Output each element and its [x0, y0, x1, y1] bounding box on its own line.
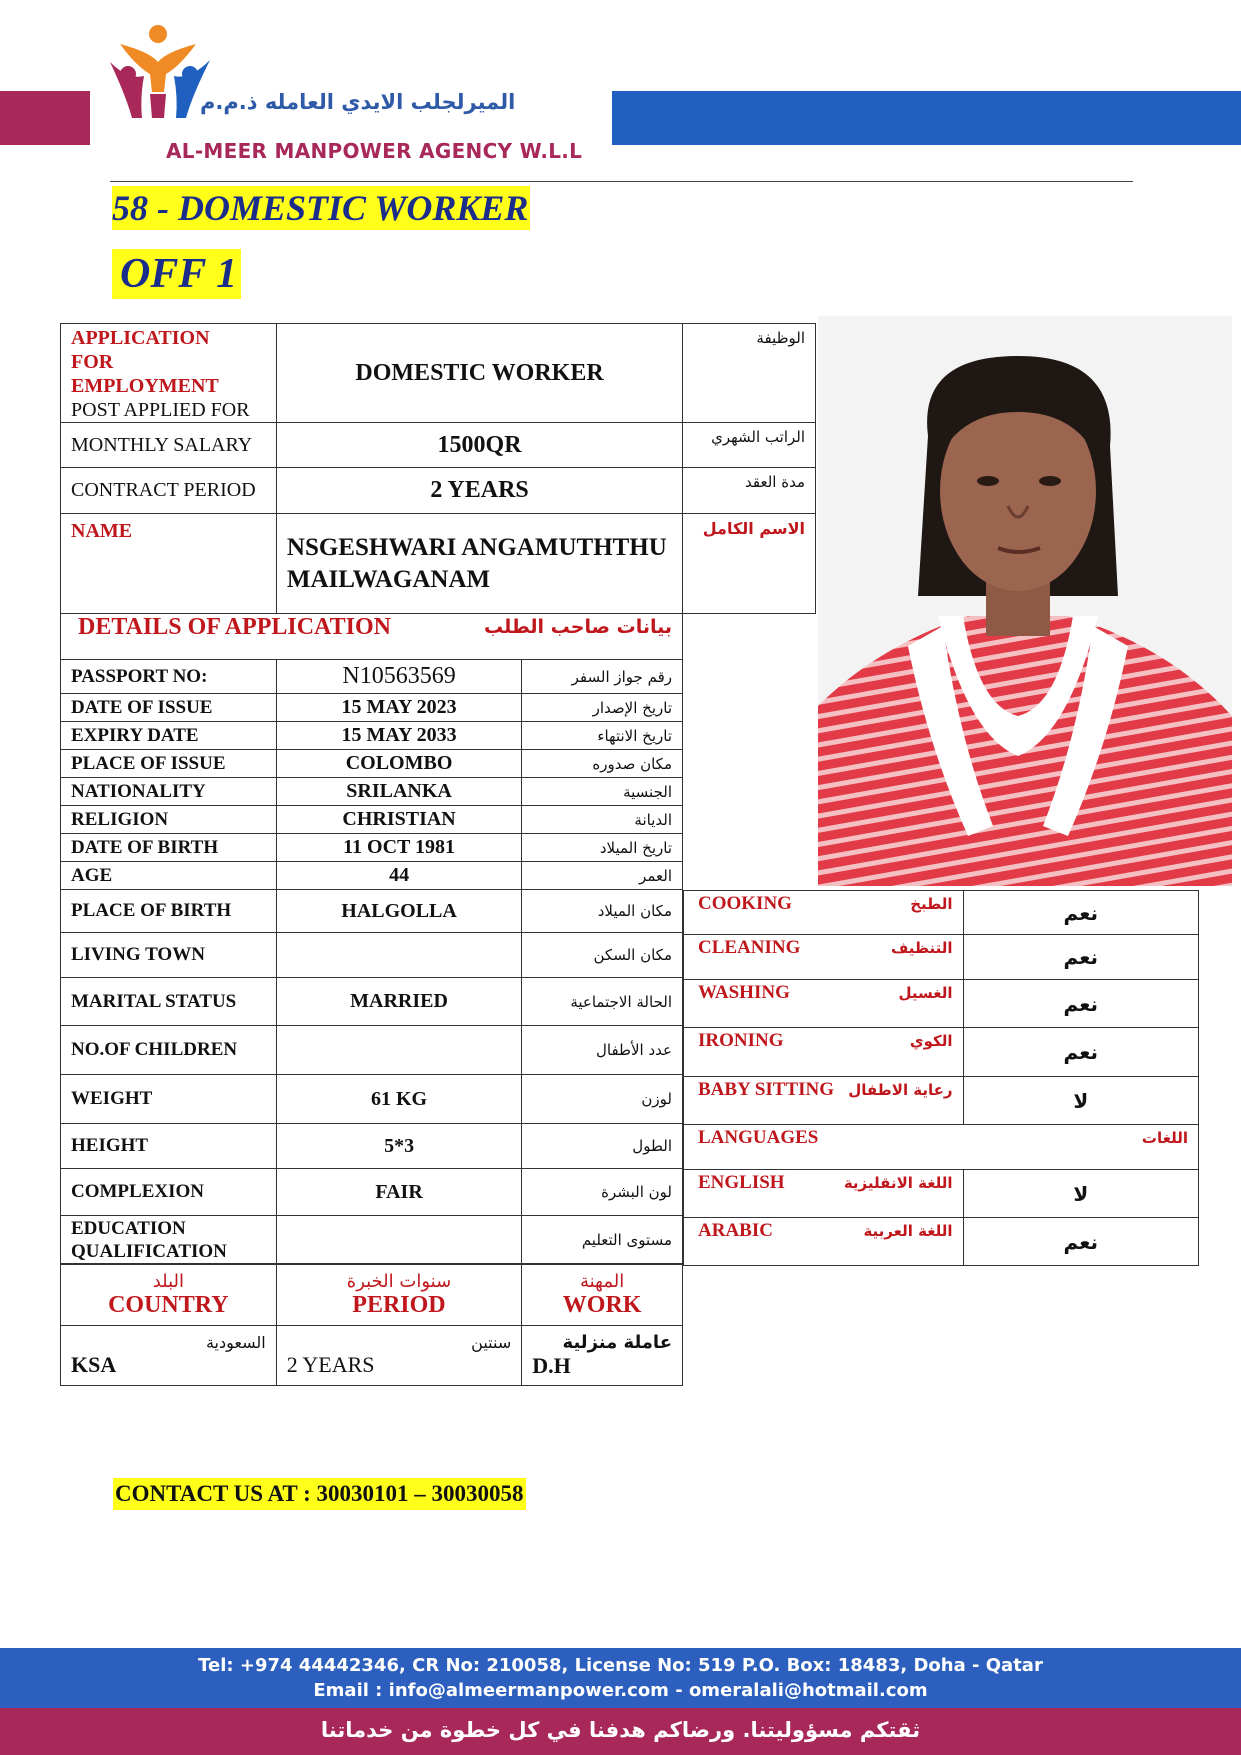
- table-row: [61, 834, 683, 862]
- header-divider: [110, 181, 1133, 182]
- details-header: [60, 612, 683, 659]
- skill-answer: نعم: [963, 1028, 1198, 1077]
- age-arabic: العمر: [522, 862, 683, 890]
- language-label: ARABIC: [698, 1220, 773, 1241]
- exp-value-arabic: عاملة منزلية: [562, 1332, 672, 1353]
- height-label: HEIGHT: [61, 1124, 277, 1169]
- place-of-issue-value: COLOMBO: [276, 750, 521, 778]
- place-of-birth-arabic: مكان الميلاد: [522, 890, 683, 933]
- skill-answer: نعم: [963, 935, 1198, 980]
- exp-header-arabic: سنوات الخبرة: [346, 1270, 452, 1292]
- contact-numbers: CONTACT US AT : 30030101 – 30030058: [113, 1478, 526, 1510]
- salary-label: MONTHLY SALARY: [61, 423, 277, 468]
- dob-label: DATE OF BIRTH: [61, 834, 277, 862]
- table-row: [61, 1026, 683, 1075]
- name-value: NSGESHWARI ANGAMUTHTHU MAILWAGANAM: [276, 514, 682, 614]
- weight-value: 61 KG: [276, 1075, 521, 1124]
- expiry-date-value: 15 MAY 2033: [276, 722, 521, 750]
- skill-row: [684, 1077, 1199, 1125]
- footer-slogan: ثقتكم مسؤوليتنا. ورضاكم هدفنا في كل خطوة من خدماتنا: [0, 1708, 1241, 1755]
- languages-label: LANGUAGES: [698, 1127, 819, 1148]
- applicant-photo: [818, 316, 1232, 886]
- logo-arabic-name: الميرلجلب الايدي العامله ذ.م.م: [200, 90, 516, 114]
- expiry-date-arabic: تاريخ الانتهاء: [522, 722, 683, 750]
- application-for-employment-label: APPLICATION FOR EMPLOYMENT: [71, 327, 219, 397]
- weight-label: WEIGHT: [61, 1075, 277, 1124]
- education-label: EDUCATION QUALIFICATION: [61, 1216, 277, 1265]
- place-of-birth-label: PLACE OF BIRTH: [61, 890, 277, 933]
- nationality-arabic: الجنسية: [522, 778, 683, 806]
- dob-value: 11 OCT 1981: [276, 834, 521, 862]
- language-english: [684, 1170, 964, 1218]
- skill-label-arabic: الطبخ: [910, 895, 953, 913]
- experience-row: [61, 1326, 683, 1386]
- footer-contact-bar: [0, 1648, 1241, 1708]
- exp-country: [61, 1326, 277, 1386]
- religion-arabic: الديانة: [522, 806, 683, 834]
- table-row: [61, 806, 683, 834]
- complexion-label: COMPLEXION: [61, 1169, 277, 1216]
- table-row: [61, 778, 683, 806]
- marital-status-label: MARITAL STATUS: [61, 978, 277, 1026]
- exp-header-period: [276, 1264, 522, 1326]
- details-title: DETAILS OF APPLICATION: [78, 614, 391, 640]
- exp-period: [276, 1326, 522, 1386]
- nationality-value: SRILANKA: [276, 778, 521, 806]
- experience-header-row: [61, 1264, 683, 1326]
- age-value: 44: [276, 862, 521, 890]
- table-row: [61, 862, 683, 890]
- skill-label: WASHING: [698, 982, 790, 1003]
- skill-label-arabic: الكوي: [909, 1032, 953, 1050]
- exp-work: [522, 1326, 683, 1386]
- issue-date-value: 15 MAY 2023: [276, 694, 521, 722]
- skill-baby-sitting: [684, 1077, 964, 1125]
- skill-label-arabic: التنظيف: [890, 939, 953, 957]
- post-applied-value: DOMESTIC WORKER: [276, 324, 682, 423]
- logo-english-name: AL-MEER MANPOWER AGENCY W.L.L: [166, 139, 583, 163]
- name-arabic: الاسم الكامل: [683, 514, 816, 614]
- language-row: [684, 1218, 1199, 1266]
- language-row: [684, 1170, 1199, 1218]
- living-town-label: LIVING TOWN: [61, 933, 277, 978]
- issue-date-arabic: تاريخ الإصدار: [522, 694, 683, 722]
- skill-answer: نعم: [963, 980, 1198, 1028]
- details-table: [60, 659, 683, 1265]
- exp-header-country: [61, 1264, 277, 1326]
- place-of-birth-value: HALGOLLA: [276, 890, 521, 933]
- post-applied-label: POST APPLIED FOR: [71, 399, 250, 421]
- complexion-value: FAIR: [276, 1169, 521, 1216]
- table-row: [61, 1169, 683, 1216]
- passport-label: PASSPORT NO:: [61, 660, 277, 694]
- table-row: [61, 978, 683, 1026]
- language-label-arabic: اللغة الانقليزية: [843, 1174, 953, 1192]
- languages-header-row: [684, 1125, 1199, 1170]
- skill-ironing: [684, 1028, 964, 1077]
- details-title-arabic: بيانات صاحب الطلب: [484, 616, 672, 638]
- skill-cleaning: [684, 935, 964, 980]
- weight-arabic: لوزن: [522, 1075, 683, 1124]
- exp-value-english: 2 YEARS: [286, 1352, 375, 1377]
- place-of-issue-arabic: مكان صدوره: [522, 750, 683, 778]
- skill-label: COOKING: [698, 893, 792, 914]
- passport-arabic: رقم جواز السفر: [522, 660, 683, 694]
- contract-value: 2 YEARS: [276, 468, 682, 514]
- marital-status-value: MARRIED: [276, 978, 521, 1026]
- language-label: ENGLISH: [698, 1172, 785, 1193]
- skill-label: BABY SITTING: [698, 1079, 835, 1100]
- languages-header: [684, 1125, 1199, 1170]
- table-row: [61, 1075, 683, 1124]
- skill-cooking: [684, 891, 964, 935]
- salary-arabic: الراتب الشهري: [683, 423, 816, 468]
- language-label-arabic: اللغة العربية: [863, 1222, 953, 1240]
- post-applied-arabic: الوظيفة: [683, 324, 816, 423]
- exp-value-english: KSA: [71, 1352, 117, 1377]
- header-band-left: [0, 91, 90, 145]
- exp-header-english: WORK: [562, 1291, 642, 1318]
- footer-address: Tel: +974 44442346, CR No: 210058, License No: 519 P.O. Box: 18483, Doha - Qatar: [198, 1655, 1043, 1676]
- language-arabic: [684, 1218, 964, 1266]
- skills-table: [683, 890, 1199, 1266]
- exp-header-english: PERIOD: [352, 1291, 446, 1318]
- skill-label: CLEANING: [698, 937, 801, 958]
- post-label-cell: [61, 324, 277, 423]
- skill-row: [684, 1028, 1199, 1077]
- contract-arabic: مدة العقد: [683, 468, 816, 514]
- skill-label: IRONING: [698, 1030, 784, 1051]
- table-row: [61, 1216, 683, 1265]
- skill-row: [684, 980, 1199, 1028]
- contract-label: CONTRACT PERIOD: [61, 468, 277, 514]
- page-subtitle: OFF 1: [112, 249, 241, 299]
- skill-answer: نعم: [963, 891, 1198, 935]
- dob-arabic: تاريخ الميلاد: [522, 834, 683, 862]
- exp-value-arabic: سنتين: [471, 1333, 512, 1352]
- issue-date-label: DATE OF ISSUE: [61, 694, 277, 722]
- exp-header-english: COUNTRY: [108, 1291, 229, 1318]
- place-of-issue-label: PLACE OF ISSUE: [61, 750, 277, 778]
- expiry-date-label: EXPIRY DATE: [61, 722, 277, 750]
- skill-answer: لا: [963, 1077, 1198, 1125]
- skill-row: [684, 935, 1199, 980]
- education-arabic: مستوى التعليم: [522, 1216, 683, 1265]
- languages-label-arabic: اللغات: [1141, 1129, 1188, 1147]
- children-value: [276, 1026, 521, 1075]
- height-arabic: الطول: [522, 1124, 683, 1169]
- salary-value: 1500QR: [276, 423, 682, 468]
- religion-label: RELIGION: [61, 806, 277, 834]
- height-value: 5*3: [276, 1124, 521, 1169]
- age-label: AGE: [61, 862, 277, 890]
- application-table: [60, 323, 816, 614]
- living-town-value: [276, 933, 521, 978]
- language-answer: نعم: [963, 1218, 1198, 1266]
- exp-value-arabic: السعودية: [205, 1333, 266, 1352]
- children-arabic: عدد الأطفال: [522, 1026, 683, 1075]
- religion-value: CHRISTIAN: [276, 806, 521, 834]
- exp-value-english: D.H: [532, 1353, 571, 1378]
- exp-header-arabic: المهنة: [579, 1270, 625, 1292]
- children-label: NO.OF CHILDREN: [61, 1026, 277, 1075]
- table-row: [61, 933, 683, 978]
- education-value: [276, 1216, 521, 1265]
- skill-washing: [684, 980, 964, 1028]
- table-row: [61, 890, 683, 933]
- complexion-arabic: لون البشرة: [522, 1169, 683, 1216]
- skill-label-arabic: رعاية الاطفال: [848, 1081, 953, 1099]
- nationality-label: NATIONALITY: [61, 778, 277, 806]
- table-row: [61, 660, 683, 694]
- table-row: [61, 694, 683, 722]
- table-row: [61, 1124, 683, 1169]
- passport-value: N10563569: [276, 660, 521, 694]
- footer-email[interactable]: Email : info@almeermanpower.com - omeralali@hotmail.com: [313, 1680, 928, 1701]
- marital-status-arabic: الحالة الاجتماعية: [522, 978, 683, 1026]
- table-row: [61, 750, 683, 778]
- table-row: [61, 722, 683, 750]
- skill-row: [684, 891, 1199, 935]
- exp-header-arabic: البلد: [152, 1270, 185, 1292]
- language-answer: لا: [963, 1170, 1198, 1218]
- header-band-right: [612, 91, 1241, 145]
- page-title: 58 - DOMESTIC WORKER: [112, 188, 529, 228]
- name-label: NAME: [61, 514, 277, 614]
- living-town-arabic: مكان السكن: [522, 933, 683, 978]
- experience-table: [60, 1263, 683, 1386]
- exp-header-work: [522, 1264, 683, 1326]
- skill-label-arabic: الغسيل: [898, 984, 953, 1002]
